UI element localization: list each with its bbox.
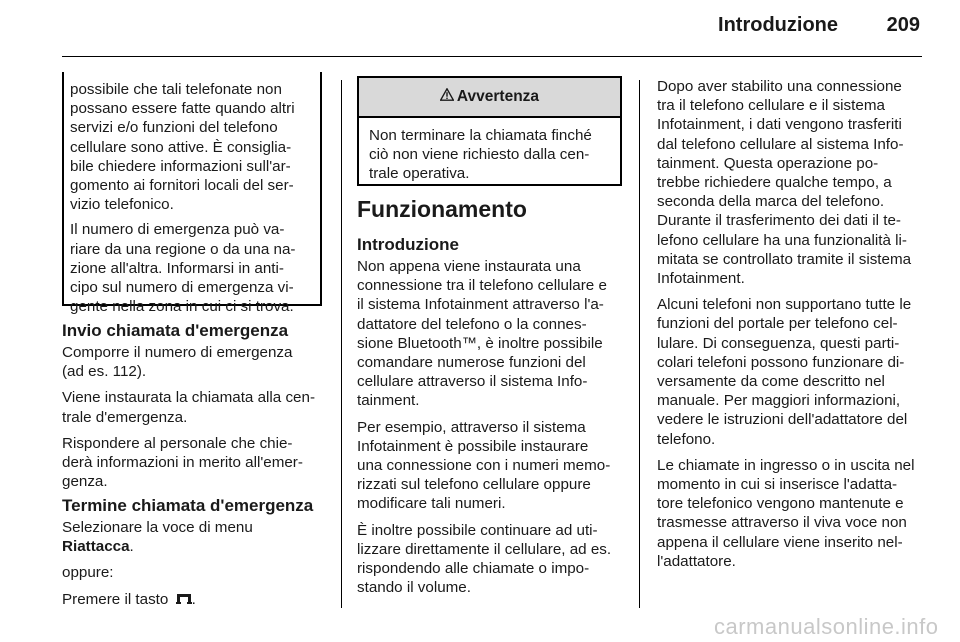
warning-text: Non terminare la chiamata finché ciò non viene richiesto dalla cen- trale operativa. (369, 127, 592, 183)
watermark: carmanualsonline.info (714, 614, 939, 639)
warning-header (359, 78, 620, 118)
phone-hangup-icon (176, 592, 192, 611)
page-header-title: Introduzione (718, 14, 838, 36)
paragraph: Per esempio, attraverso il sistema Infotainment è possibile instaurare una connessione con i numeri memo- rizzati sul telefono cellulare oppure modificare tali numeri. (357, 418, 611, 513)
paragraph: Comporre il numero di emergenza (ad es. 112). (62, 344, 293, 381)
paragraph (62, 518, 332, 556)
paragraph (62, 590, 332, 611)
warning-title: Avvertenza (456, 88, 540, 105)
column-divider (639, 80, 640, 608)
text: Selezionare la voce di menu (62, 519, 253, 536)
text: . (191, 590, 196, 608)
warning-box (357, 76, 622, 186)
introduction-section (357, 257, 637, 604)
menu-item-name: Riattacca (62, 538, 130, 556)
heading-introduction: Introduzione (357, 235, 459, 254)
paragraph: È inoltre possibile continuare ad uti- lizzare direttamente il cellulare, ad es. rispondendo alle chiamate o impo- stando il volume. (357, 521, 612, 597)
end-call-section (62, 518, 332, 618)
header-rule (62, 56, 922, 57)
text: . (129, 538, 134, 556)
emergency-call-section (62, 343, 332, 498)
paragraph: Viene instaurata la chiamata alla cen- trale d'emergenza. (62, 389, 315, 426)
paragraph: Le chiamate in ingresso o in uscita nel momento in cui si inserisce l'adatta- tore telefonico vengono mantenute e trasmesse attraverso il viva voce non appena il cellulare viene inserito nel- l'adattatore. (657, 456, 915, 570)
paragraph: Non appena viene instaurata una connessione tra il telefono cellulare e il sistema Infotainment attraverso l'a- dattatore del telefono o la connes- sione Bluetooth™, è inoltre possibile comandare numerose funzioni del cellulare attraverso il sistema Info- tainment. (357, 258, 607, 410)
paragraph: Alcuni telefoni non supportano tutte le funzioni del portale per telefono cel- lulare. Di conseguenza, questi parti- colari telefoni possono funzionare di- versamente da come descritto nel manuale. Per maggiori informazioni, vedere le istruzioni dell'adattatore del telefono. (657, 296, 912, 448)
heading-operation: Funzionamento (357, 196, 527, 222)
box-paragraph: Il numero di emergenza può va- riare da una regione o da una na- zione all'altra. Informarsi in anti- cipo sul numero di emergenza vi- gente nella zona in cui ci si trova. (70, 221, 296, 316)
page-number: 209 (886, 14, 920, 36)
paragraph: Rispondere al personale che chie- derà informazioni in merito all'emer- genza. (62, 434, 303, 491)
paragraph: oppure: (62, 564, 114, 582)
warning-triangle-icon (440, 88, 454, 106)
paragraph: Dopo aver stabilito una connessione tra il telefono cellulare e il sistema Infotainment, i dati vengono trasferiti dal telefono cellulare al sistema Info- tainment. Questa operazione po- trebbe richiedere qualche tempo, a seconda della marca del telefono. Durante il trasferimento dei dati il te- lefono cellulare ha una funzionalità li- mitata se controllato tramite il sistema Infotainment. (657, 78, 912, 288)
emergency-info-box (62, 72, 322, 316)
box-paragraph: possibile che tali telefonate non possano essere fatte quando altri servizi e/o funzioni del telefono cellulare sono attive. È consiglia- bile chiedere informazioni sull'ar- gomento ai fornitori locali del ser- vizio telefonico. (70, 81, 295, 214)
column-divider (341, 80, 342, 608)
text: Premere il tasto (62, 590, 169, 608)
connection-section (657, 77, 937, 578)
heading-emergency-call: Invio chiamata d'emergenza (62, 321, 289, 340)
heading-end-call: Termine chiamata d'emergenza (62, 496, 314, 515)
